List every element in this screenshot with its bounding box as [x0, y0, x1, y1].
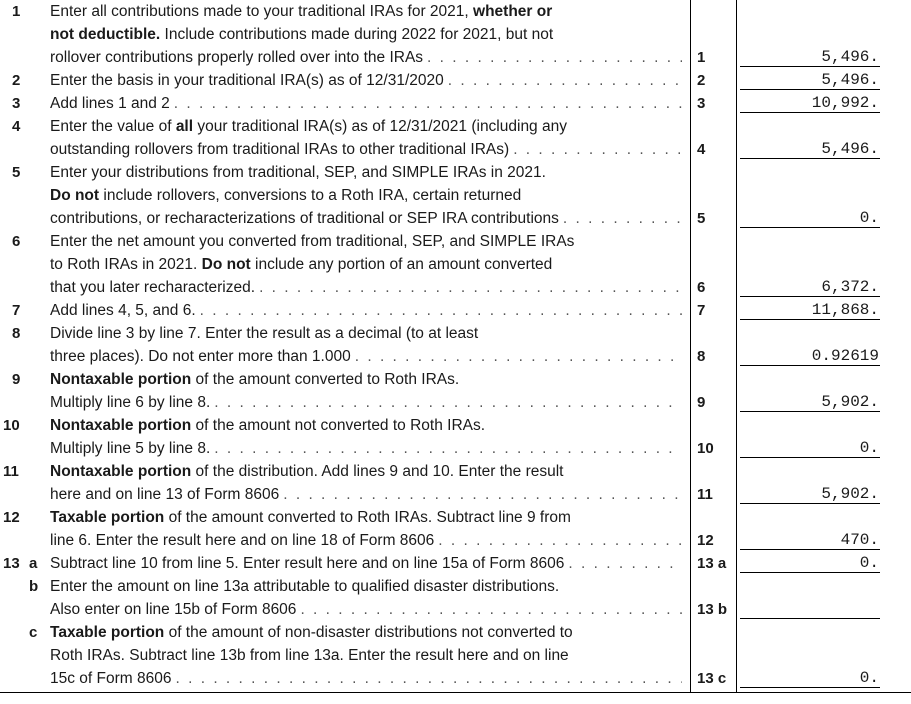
instruction-fragment: Multiply line 5 by line 8.	[50, 440, 211, 457]
instruction-fragment: rollover contributions properly rolled over into the IRAs	[50, 49, 424, 66]
instruction-fragment: Add lines 1 and 2	[50, 95, 170, 112]
instruction-fragment: include any portion of an amount converted	[250, 256, 553, 273]
instruction-fragment: Multiply line 6 by line 8.	[50, 394, 211, 411]
box-line-number: 10	[697, 440, 714, 457]
amount-field[interactable]: 5,902.	[821, 485, 879, 503]
instruction-fragment: Enter the value of	[50, 118, 176, 135]
instruction-line	[50, 184, 521, 207]
instruction-fragment: of the amount converted to Roth IRAs. Subtract line 9 from	[164, 509, 571, 526]
instruction-text	[50, 276, 255, 299]
box-line-number: 6	[697, 279, 706, 296]
instruction-line	[50, 115, 567, 138]
instruction-emphasis: Nontaxable portion	[50, 463, 192, 480]
instruction-fragment: to Roth IRAs in 2021.	[50, 256, 202, 273]
instruction-emphasis: not deductible.	[50, 26, 161, 43]
amount-underline	[740, 618, 880, 619]
amount-field[interactable]: 470.	[840, 531, 879, 549]
instruction-line-with-leader	[50, 345, 682, 368]
box-line-number: 4	[697, 141, 706, 158]
box-line-number: 13 c	[697, 670, 727, 687]
instruction-fragment: 15c of Form 8606	[50, 670, 172, 687]
line-number: 12	[3, 509, 20, 526]
dot-leader	[427, 46, 682, 69]
box-line-number: 13 b	[697, 601, 728, 618]
instruction-line-with-leader	[50, 92, 682, 115]
box-line-number: 9	[697, 394, 706, 411]
instruction-line	[50, 621, 573, 644]
amount-underline	[740, 319, 880, 320]
amount-field[interactable]: 10,992.	[811, 94, 879, 112]
instruction-emphasis: all	[175, 118, 194, 135]
amount-underline	[740, 457, 880, 458]
instruction-line-with-leader	[50, 667, 682, 690]
instruction-line	[50, 575, 559, 598]
amount-underline	[740, 549, 880, 550]
dot-leader	[300, 598, 682, 621]
instruction-emphasis: Taxable portion	[50, 624, 165, 641]
instruction-fragment: contributions, or recharacterizations of traditional or SEP IRA contributions	[50, 210, 559, 227]
dot-leader	[563, 207, 682, 230]
dot-leader	[200, 299, 682, 322]
instruction-line-with-leader	[50, 552, 682, 575]
instruction-text	[50, 345, 351, 368]
line-number: 3	[12, 95, 21, 112]
box-line-number: 13 a	[697, 555, 727, 572]
instruction-line	[50, 23, 553, 46]
instruction-fragment: Enter your distributions from traditional, SEP, and SIMPLE IRAs in 2021.	[50, 164, 546, 181]
box-line-number: 1	[697, 49, 706, 66]
dot-leader	[174, 92, 682, 115]
instruction-line-with-leader	[50, 207, 682, 230]
dot-leader	[259, 276, 682, 299]
instruction-line	[50, 414, 485, 437]
instruction-line-with-leader	[50, 138, 682, 161]
dot-leader	[513, 138, 682, 161]
instruction-fragment: of the amount not converted to Roth IRAs.	[191, 417, 486, 434]
instruction-line-with-leader	[50, 299, 682, 322]
box-column-left-rule	[690, 0, 691, 693]
line-number: 1	[12, 3, 21, 20]
instruction-line	[50, 644, 569, 667]
instruction-fragment: Divide line 3 by line 7. Enter the result as a decimal (to at least	[50, 325, 479, 342]
amount-field[interactable]: 5,496.	[821, 48, 879, 66]
instruction-fragment: here and on line 13 of Form 8606	[50, 486, 280, 503]
amount-field[interactable]: 5,496.	[821, 140, 879, 158]
instruction-fragment: Enter the net amount you converted from traditional, SEP, and SIMPLE IRAs	[50, 233, 575, 250]
dot-leader	[438, 529, 682, 552]
line-number: 6	[12, 233, 21, 250]
instruction-fragment: Also enter on line 15b of Form 8606	[50, 601, 297, 618]
line-number: 13	[3, 555, 20, 572]
amount-underline	[740, 66, 880, 67]
box-line-number: 2	[697, 72, 706, 89]
instruction-fragment: Enter the basis in your traditional IRA(s) as of 12/31/2020	[50, 72, 444, 89]
box-line-number: 8	[697, 348, 706, 365]
dot-leader	[568, 552, 682, 575]
form-bottom-rule	[0, 692, 911, 693]
amount-field[interactable]: 0.	[859, 669, 879, 687]
amount-field[interactable]: 0.	[859, 209, 879, 227]
instruction-line	[50, 506, 571, 529]
instruction-line	[50, 161, 546, 184]
instruction-fragment: that you later recharacterized.	[50, 279, 256, 296]
instruction-text	[50, 69, 444, 92]
amount-field[interactable]: 5,902.	[821, 393, 879, 411]
instruction-text	[50, 437, 210, 460]
instruction-text	[50, 299, 196, 322]
instruction-fragment: Add lines 4, 5, and 6.	[50, 302, 196, 319]
line-sub-letter: a	[29, 555, 38, 572]
instruction-text	[50, 391, 210, 414]
instruction-line-with-leader	[50, 391, 682, 414]
line-number: 4	[12, 118, 21, 135]
instruction-text	[50, 46, 423, 69]
instruction-fragment: Roth IRAs. Subtract line 13b from line 13a. Enter the result here and on line	[50, 647, 569, 664]
instruction-line-with-leader	[50, 598, 682, 621]
line-sub-letter: c	[29, 624, 38, 641]
instruction-emphasis: Nontaxable portion	[50, 371, 192, 388]
instruction-fragment: of the distribution. Add lines 9 and 10. Enter the result	[191, 463, 564, 480]
instruction-line-with-leader	[50, 529, 682, 552]
box-column-right-rule	[736, 0, 737, 693]
line-number: 2	[12, 72, 21, 89]
instruction-text	[50, 207, 559, 230]
instruction-line-with-leader	[50, 69, 682, 92]
instruction-emphasis: whether or	[473, 3, 553, 20]
amount-field[interactable]: 0.92619	[811, 347, 879, 365]
instruction-line	[50, 368, 459, 391]
amount-field[interactable]: 11,868.	[811, 301, 879, 319]
instruction-fragment: line 6. Enter the result here and on line 18 of Form 8606	[50, 532, 435, 549]
line-number: 11	[3, 463, 19, 480]
instruction-fragment: Subtract line 10 from line 5. Enter result here and on line 15a of Form 8606	[50, 555, 565, 572]
dot-leader	[355, 345, 682, 368]
instruction-text	[50, 529, 434, 552]
amount-underline	[740, 687, 880, 688]
amount-field[interactable]: 5,496.	[821, 71, 879, 89]
instruction-line-with-leader	[50, 276, 682, 299]
instruction-line-with-leader	[50, 483, 682, 506]
line-sub-letter: b	[29, 578, 39, 595]
instruction-emphasis: Do not	[201, 256, 251, 273]
instruction-fragment: include rollovers, conversions to a Roth IRA, certain returned	[99, 187, 522, 204]
instruction-line-with-leader	[50, 46, 682, 69]
instruction-fragment: of the amount of non-disaster distributions not converted to	[164, 624, 573, 641]
line-number: 7	[12, 302, 21, 319]
dot-leader	[175, 667, 682, 690]
amount-underline	[740, 227, 880, 228]
box-line-number: 12	[697, 532, 714, 549]
instruction-emphasis: Taxable portion	[50, 509, 165, 526]
instruction-line-with-leader	[50, 437, 682, 460]
instruction-fragment: Include contributions made during 2022 for 2021, but not	[160, 26, 554, 43]
amount-underline	[740, 158, 880, 159]
amount-field[interactable]: 0.	[859, 554, 879, 572]
instruction-text	[50, 92, 170, 115]
instruction-fragment: of the amount converted to Roth IRAs.	[191, 371, 460, 388]
line-number: 10	[3, 417, 20, 434]
instruction-text	[50, 138, 509, 161]
amount-underline	[740, 503, 880, 504]
instruction-fragment: Enter all contributions made to your traditional IRAs for 2021,	[50, 3, 474, 20]
instruction-line	[50, 322, 478, 345]
instruction-text	[50, 598, 296, 621]
line-number: 5	[12, 164, 21, 181]
instruction-fragment: your traditional IRA(s) as of 12/31/2021 (including any	[193, 118, 567, 135]
box-line-number: 5	[697, 210, 706, 227]
instruction-text	[50, 483, 279, 506]
instruction-emphasis: Do not	[50, 187, 100, 204]
dot-leader	[283, 483, 682, 506]
amount-field[interactable]: 6,372.	[821, 278, 879, 296]
box-line-number: 3	[697, 95, 706, 112]
amount-underline	[740, 365, 880, 366]
instruction-fragment: outstanding rollovers from traditional IRAs to other traditional IRAs)	[50, 141, 510, 158]
dot-leader	[214, 437, 682, 460]
line-number: 9	[12, 371, 21, 388]
instruction-fragment: Enter the amount on line 13a attributable to qualified disaster distributions.	[50, 578, 560, 595]
instruction-line	[50, 230, 574, 253]
dot-leader	[214, 391, 682, 414]
instruction-fragment: three places). Do not enter more than 1.000	[50, 348, 351, 365]
instruction-line	[50, 253, 552, 276]
instruction-line	[50, 460, 563, 483]
amount-underline	[740, 112, 880, 113]
amount-field[interactable]: 0.	[859, 439, 879, 457]
instruction-line	[50, 0, 552, 23]
dot-leader	[448, 69, 682, 92]
amount-underline	[740, 296, 880, 297]
amount-underline	[740, 411, 880, 412]
line-number: 8	[12, 325, 21, 342]
amount-underline	[740, 572, 880, 573]
box-line-number: 7	[697, 302, 706, 319]
instruction-text	[50, 667, 171, 690]
box-line-number: 11	[697, 486, 713, 503]
instruction-emphasis: Nontaxable portion	[50, 417, 192, 434]
amount-underline	[740, 89, 880, 90]
instruction-text	[50, 552, 564, 575]
